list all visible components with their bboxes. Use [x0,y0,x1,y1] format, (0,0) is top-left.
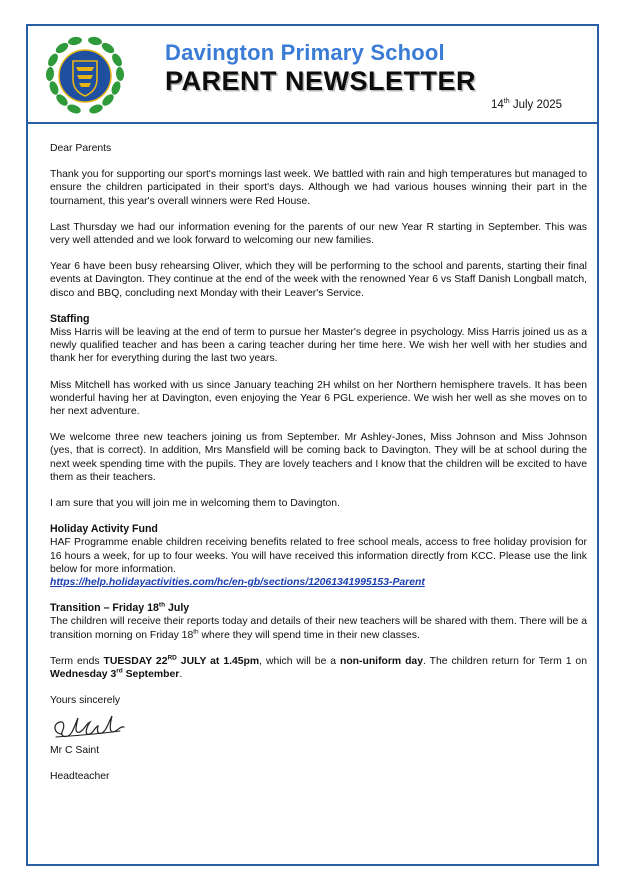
greeting: Dear Parents [50,143,112,154]
newsletter-body [50,142,587,796]
signoff-title: Headteacher [50,770,110,782]
issue-date: 14th July 2025 [491,98,563,111]
signoff-name: Mr C Saint [50,744,100,756]
staffing-paragraph-mitchell: Miss Mitchell has worked with us since January teaching 2H whilst on her Northern hemisphere travels. It has been wonderful having her at Davington, even enjoying the Year 6 PGL experience. We wish her well as she moves on to her next adventure. [50,379,587,418]
staffing-paragraph-harris: Miss Harris will be leaving at the end of term to pursue her Master's degree in psychology. Miss Harris joined us as a newly qualified teacher and has been a caring teacher during her time here. We wish her well with her studies and thank her for everything during the last two years. [50,327,587,365]
term-dates-paragraph: Term ends TUESDAY 22RD JULY at 1.45pm, which will be a non-uniform day. The children return for Term 1 on Wednesday 3rd September. [50,654,587,681]
staffing-heading: Staffing [50,312,90,325]
school-crest-icon [42,36,128,116]
school-name: Davington Primary School [165,40,445,65]
haf-paragraph: HAF Programme enable children receiving benefits related to free school meals, access to free holiday provision for 16 hours a week, for up to four weeks. You will have received this information directly from KCC. Please use the link below for more information. [50,537,587,575]
header-divider [28,122,597,124]
paragraph-information-evening: Last Thursday we had our information evening for the parents of our new Year R starting in September. This was very well attended and we look forward to welcoming our new families. [50,221,587,247]
transition-paragraph: The children will receive their reports today and details of their new teachers will be shared with them. There will be a transition morning on Friday 18th where they will spend time in their new classes. [50,616,587,641]
transition-heading: Transition – Friday 18th July [50,601,190,615]
newsletter-title: PARENT NEWSLETTER [165,66,476,96]
staffing-paragraph-new-teachers: We welcome three new teachers joining us from September. Mr Ashley-Jones, Miss Johnson and Miss Johnson (yes, that is correct). In addition, Mrs Mansfield will be coming back to Davington. They will be at school during the next week spending time with the pupils. They are lovely teachers and I know that the children will be excited to have them as their teachers. [50,432,587,483]
staffing-paragraph-welcome: I am sure that you will join me in welcoming them to Davington. [50,498,340,510]
paragraph-year6: Year 6 have been busy rehearsing Oliver, which they will be performing to the school and parents, starting their final events at Davington. They continue at the end of the week with the renowned Year 6 vs Staff Danish Longball match, disco and BBQ, concluding next Monday with their Leaver's Service. [50,261,587,299]
haf-link[interactable]: https://help.holidayactivities.com/hc/en-gb/sections/12061341995153-Parent [50,577,425,589]
handwritten-signature-icon [50,710,130,744]
haf-heading: Holiday Activity Fund [50,523,158,536]
closing: Yours sincerely [50,695,121,707]
paragraph-sports: Thank you for supporting our sport's mornings last week. We battled with rain and high temperatures but managed to ensure the children participated in their sport's days. Although we had various houses winning their part in the tournament, this year's overall winners were Red House. [50,169,587,207]
